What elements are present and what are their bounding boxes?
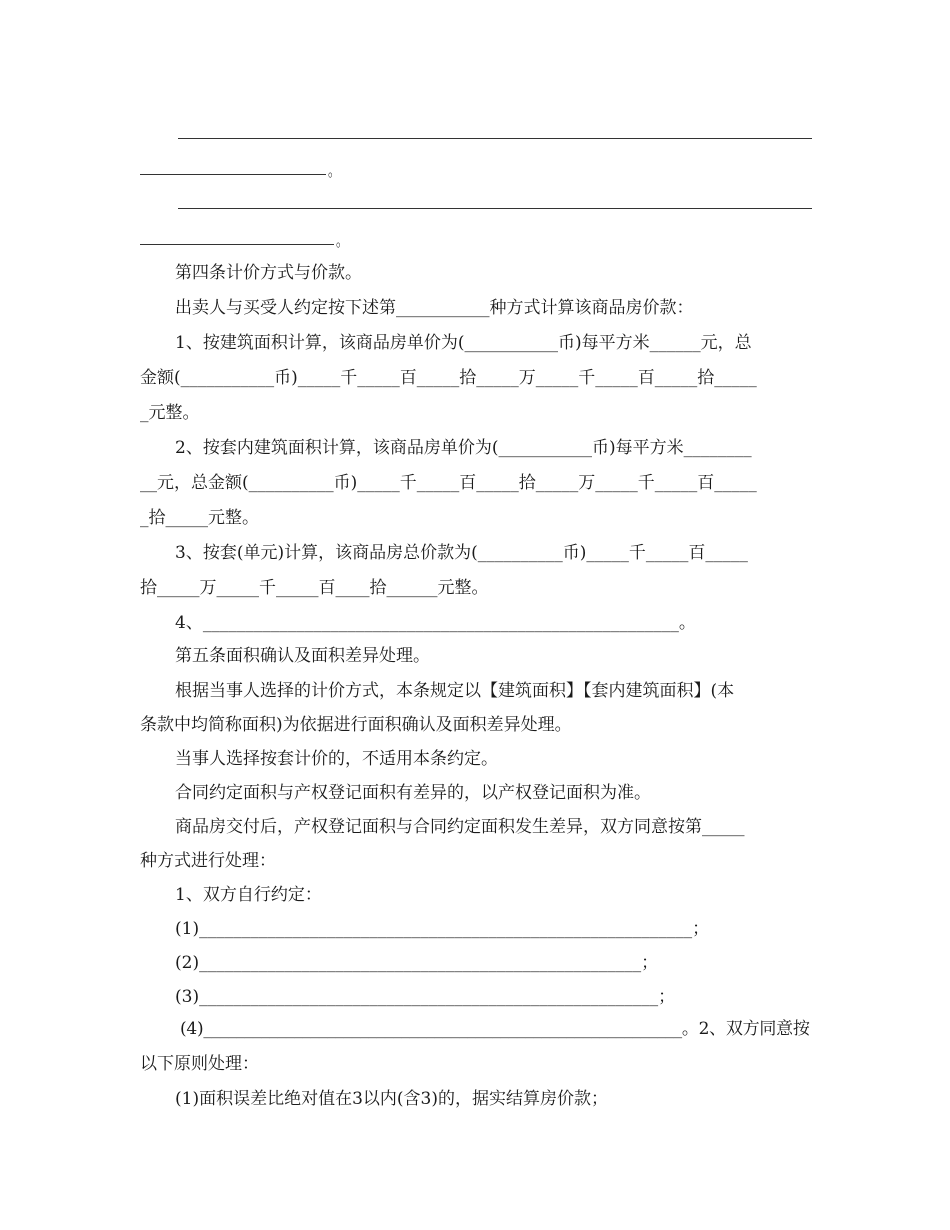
paragraph-line: _拾_____元整。 xyxy=(140,508,259,528)
blank-rule xyxy=(178,208,812,209)
paragraph-line: 条款中均简称面积)为依据进行面积确认及面积差异处理。 xyxy=(140,715,572,735)
paragraph-line: 种方式进行处理： xyxy=(140,851,276,871)
paragraph-line: 商品房交付后，产权登记面积与合同约定面积发生差异，双方同意按第_____ xyxy=(175,817,745,837)
blank-rule xyxy=(140,174,326,175)
paragraph-line: 金额(___________币)_____千_____百_____拾_____万_____千_____百_____拾_____ xyxy=(140,368,757,388)
list-item: (3)______________________________________________________； xyxy=(175,987,676,1007)
article-heading: 第五条面积确认及面积差异处理。 xyxy=(175,646,430,666)
list-item: (4)__________________________________________________________。2、双方同意按 xyxy=(180,1019,810,1039)
article-heading: 第四条计价方式与价款。 xyxy=(175,263,362,283)
list-item: (1)面积误差比绝对值在3以内(含3)的，据实结算房价款； xyxy=(175,1089,608,1109)
paragraph-line: _元整。 xyxy=(140,403,200,423)
paragraph-line: 当事人选择按套计价的，不适用本条约定。 xyxy=(175,749,498,769)
paragraph-line: 出卖人与买受人约定按下述第___________种方式计算该商品房价款： xyxy=(175,298,694,318)
blank-rule xyxy=(178,138,812,139)
blank-rule xyxy=(140,244,334,245)
paragraph-line: 4、________________________________________________________。 xyxy=(175,613,696,633)
paragraph-line: 根据当事人选择的计价方式，本条规定以【建筑面积】【套内建筑面积】(本 xyxy=(175,681,735,701)
paragraph-line: 合同约定面积与产权登记面积有差异的，以产权登记面积为准。 xyxy=(175,783,651,803)
paragraph-line: 1、按建筑面积计算，该商品房单价为(___________币)每平方米______元，总 xyxy=(175,333,752,353)
list-item: (2)____________________________________________________； xyxy=(175,953,659,973)
text-line: 。 xyxy=(336,231,346,251)
paragraph-line: 以下原则处理： xyxy=(140,1054,259,1074)
paragraph-line: 2、按套内建筑面积计算，该商品房单价为(___________币)每平方米________ xyxy=(175,438,752,458)
paragraph-line: 3、按套(单元)计算，该商品房总价款为(__________币)_____千_____百_____ xyxy=(175,543,748,563)
paragraph-line: 1、双方自行约定： xyxy=(175,885,322,905)
paragraph-line: __元，总金额(__________币)_____千_____百_____拾_____万_____千_____百_____ xyxy=(140,473,757,493)
list-item: (1)__________________________________________________________； xyxy=(175,919,710,939)
text-line: 。 xyxy=(328,161,339,181)
paragraph-line: 拾_____万_____千_____百____拾______元整。 xyxy=(140,578,489,598)
